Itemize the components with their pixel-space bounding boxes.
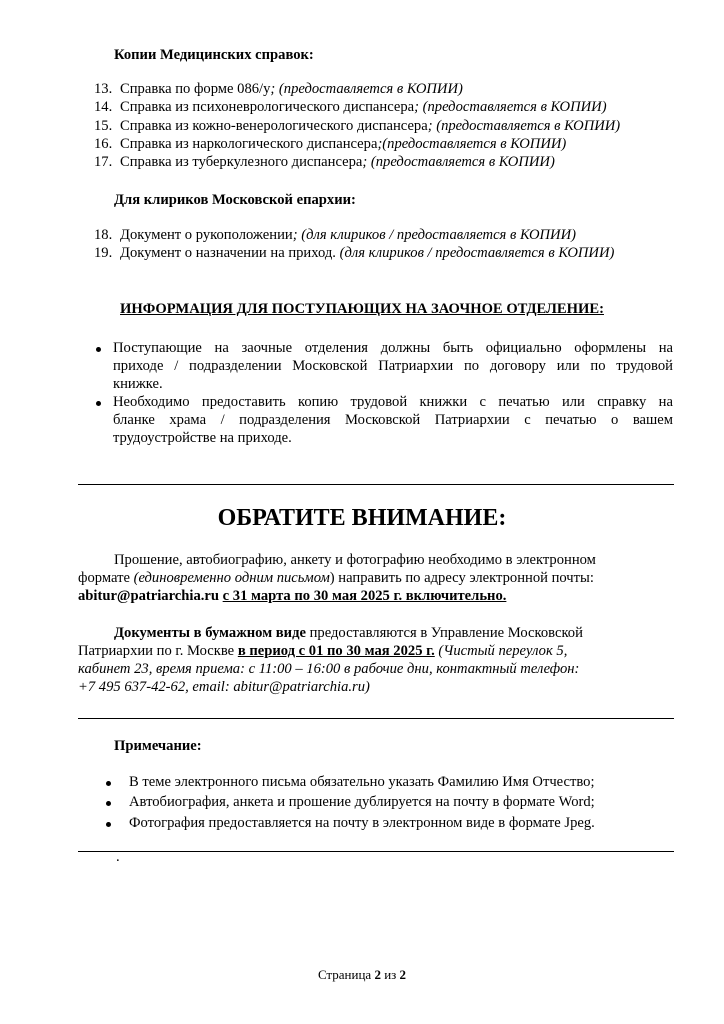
word: печатью — [545, 412, 597, 428]
text-run: предоставляются в Управление Московской — [305, 625, 583, 641]
stray-dot: . — [116, 849, 120, 865]
item-note: ; (предоставляется в КОПИИ) — [362, 154, 555, 170]
divider — [78, 484, 674, 485]
word: с — [524, 412, 531, 428]
word: должны — [380, 340, 431, 356]
bullet-icon — [96, 401, 101, 406]
page-number: 2 — [374, 967, 381, 982]
list-item — [94, 98, 607, 116]
word: Поступающие — [113, 340, 202, 356]
list-item — [94, 244, 614, 262]
word: приходе — [113, 358, 164, 374]
email-link[interactable]: abitur@patriarchia.ru — [78, 588, 219, 604]
paragraph-line — [78, 642, 567, 660]
item-note: ; (предоставляется в КОПИИ) — [414, 99, 607, 115]
bullet-icon — [106, 781, 111, 786]
item-number: 16. — [94, 136, 113, 152]
paragraph-line: +7 495 637-42-62, email: abitur@patriarchia.ru) — [78, 679, 370, 695]
bullet-text-line — [113, 411, 673, 429]
word: справку — [597, 394, 647, 410]
text-run: из — [380, 967, 400, 982]
list-item — [94, 226, 576, 244]
word: официально — [485, 340, 562, 356]
word: отделения — [304, 340, 369, 356]
word: бланке — [113, 412, 155, 428]
paragraph-line — [114, 624, 583, 642]
item-text: Справка по форме 086/у — [120, 81, 271, 97]
list-item — [94, 135, 566, 153]
word: Патриархии — [434, 412, 510, 428]
item-number: 19. — [94, 245, 113, 261]
word: печатью — [498, 394, 550, 410]
item-note: ;(предоставляется в КОПИИ) — [377, 136, 567, 152]
page-total: 2 — [399, 967, 407, 982]
word: или — [561, 394, 585, 410]
text-run: (Чистый переулок 5, — [434, 643, 568, 659]
period-text: с 31 марта по 30 мая 2025 г. включительно. — [222, 588, 507, 604]
item-text: Справка из туберкулезного диспансера — [120, 154, 363, 170]
word: / — [220, 412, 225, 428]
word: о — [611, 412, 619, 428]
item-text: Документ о назначении на приход. — [120, 245, 336, 261]
divider — [78, 851, 674, 852]
paragraph-line — [78, 587, 506, 605]
item-text: Документ о рукоположении — [120, 227, 293, 243]
list-item: Фотография предоставляется на почту в электронном виде в формате Jpeg. — [129, 815, 595, 831]
bullet-icon — [96, 347, 101, 352]
word: подразделении — [189, 358, 282, 374]
text-run: в период с 01 по 30 мая 2025 г. — [237, 643, 435, 659]
word: по — [590, 358, 606, 374]
word: копию — [297, 394, 339, 410]
paragraph-line: кабинет 23, время приема: с 11:00 – 16:00 в рабочие дни, контактный телефон: — [78, 661, 580, 677]
item-number: 18. — [94, 227, 113, 243]
word: Патриархии — [378, 358, 454, 374]
item-note: ; (предоставляется в КОПИИ) — [270, 81, 463, 97]
word: договору — [489, 358, 546, 374]
attention-heading: ОБРАТИТЕ ВНИМАНИЕ: — [217, 505, 507, 531]
divider — [78, 718, 674, 719]
list-item: В теме электронного письма обязательно указать Фамилию Имя Отчество; — [129, 774, 595, 790]
word: на — [214, 340, 229, 356]
word: оформлены — [574, 340, 647, 356]
word: Московской — [292, 358, 368, 374]
word: или — [556, 358, 580, 374]
page-footer — [0, 966, 724, 984]
paragraph-line — [78, 569, 594, 587]
medical-heading: Копии Медицинских справок: — [114, 47, 314, 63]
item-note: ; (для клириков / предоставляется в КОПИИ) — [292, 227, 576, 243]
item-note: (для клириков / предоставляется в КОПИИ) — [335, 245, 615, 261]
item-text: Справка из кожно-венерологического диспансера — [120, 118, 428, 134]
bullet-icon — [106, 822, 111, 827]
word: / — [174, 358, 179, 374]
bullet-icon — [106, 801, 111, 806]
list-item — [94, 153, 555, 171]
bullet-text-line — [113, 339, 673, 357]
item-number: 17. — [94, 154, 113, 170]
word: заочные — [241, 340, 293, 356]
note-heading: Примечание: — [114, 738, 202, 754]
item-number: 15. — [94, 118, 113, 134]
word: с — [479, 394, 486, 410]
word: быть — [442, 340, 474, 356]
word: трудовой — [616, 358, 673, 374]
paragraph-line: Прошение, автобиографию, анкету и фотографию необходимо в электронном — [114, 552, 596, 568]
text-run: ) направить по адресу электронной почты: — [329, 570, 594, 586]
text-run: (единовременно одним письмом — [133, 570, 330, 586]
list-item: Автобиография, анкета и прошение дублируется на почту в формате Word; — [129, 794, 595, 810]
item-note: ; (предоставляется в КОПИИ) — [427, 118, 621, 134]
word: храма — [169, 412, 207, 428]
text-run: Страница — [317, 967, 375, 982]
word: Необходимо — [113, 394, 190, 410]
item-text: Справка из психоневрологического диспансера — [120, 99, 415, 115]
text-run: Патриархии по г. Москве — [78, 643, 238, 659]
word: трудовой — [350, 394, 408, 410]
word: Московской — [345, 412, 421, 428]
text-run: формате — [78, 570, 134, 586]
text-run: Документы в бумажном виде — [114, 625, 306, 641]
word: по — [463, 358, 480, 374]
correspondence-heading: ИНФОРМАЦИЯ ДЛЯ ПОСТУПАЮЩИХ НА ЗАОЧНОЕ ОТДЕЛЕНИЕ: — [120, 301, 604, 317]
item-text: Справка из наркологического диспансера — [120, 136, 378, 152]
word: подразделения — [239, 412, 331, 428]
word: книжки — [419, 394, 468, 410]
clergy-heading: Для клириков Московской епархии: — [114, 192, 356, 208]
bullet-text-line: трудоустройстве на приходе. — [113, 430, 292, 446]
list-item — [94, 80, 463, 98]
list-item — [94, 117, 620, 135]
item-number: 13. — [94, 81, 113, 97]
word: вашем — [632, 412, 673, 428]
bullet-text-line — [113, 393, 673, 411]
bullet-text-line — [113, 357, 673, 375]
bullet-text-line: книжке. — [113, 376, 163, 392]
item-number: 14. — [94, 99, 113, 115]
word: на — [658, 340, 673, 356]
word: предоставить — [201, 394, 286, 410]
word: на — [658, 394, 673, 410]
